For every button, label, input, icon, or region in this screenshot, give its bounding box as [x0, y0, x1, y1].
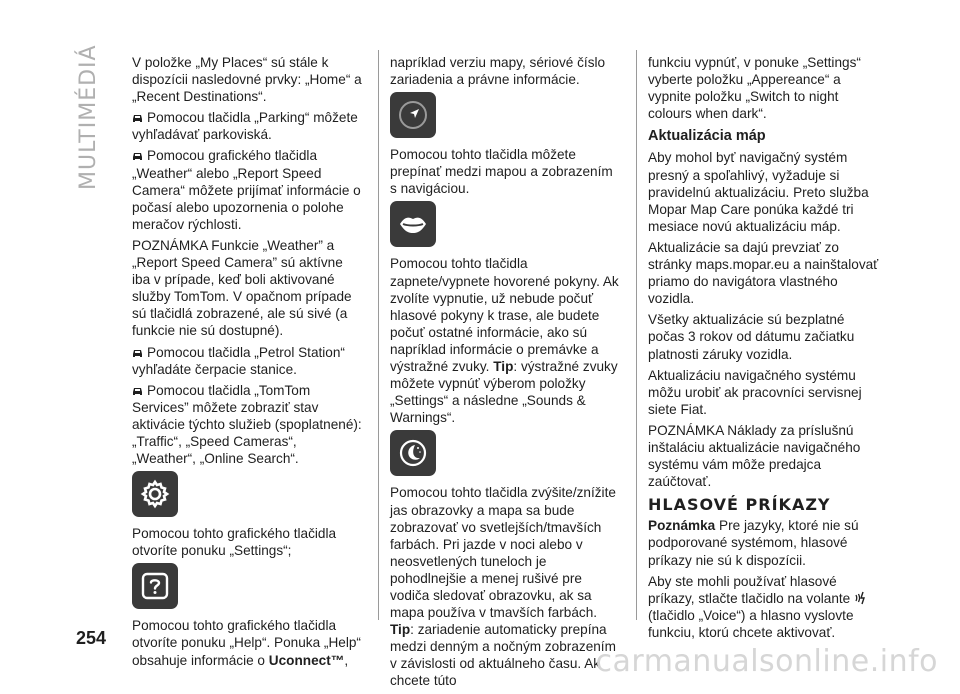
car-icon — [132, 348, 143, 357]
column-divider — [378, 50, 379, 620]
map-navigation-arrow-icon — [390, 92, 436, 138]
paragraph — [648, 517, 884, 568]
paragraph — [132, 109, 364, 143]
car-icon — [132, 113, 143, 122]
paragraph — [132, 147, 364, 232]
paragraph: Aktualizáciu navigačného systému môžu urobiť ak pracovníci servisnej siete Fiat. — [648, 367, 862, 417]
voice-guidance-lips-icon — [390, 201, 436, 247]
paragraph: POZNÁMKA Náklady za príslušnú inštaláciu aktualizácie navigačného systému vám môže predajca zaúčtovať. — [648, 422, 861, 490]
paragraph: Aktualizácie sa dajú prevziať zo stránky maps.mopar.eu a nainštalovať priamo do navigátora vlastného vozidla. — [648, 239, 879, 307]
paragraph-text: Pomocou tohto grafického tlačidla otvoríte ponuku „Help“. Ponuka „Help“ obsahuje informácie o — [132, 618, 361, 668]
watermark: carmanualsonline.info — [595, 644, 938, 679]
night-mode-moon-icon — [390, 430, 436, 476]
paragraph — [132, 617, 364, 668]
tip-label: Tip — [390, 622, 411, 638]
car-icon — [132, 386, 143, 395]
text-column-2 — [390, 54, 622, 694]
column-divider — [636, 50, 637, 620]
paragraph-text: Pomocou tlačidla „TomTom Services” môžete zobraziť stav aktivácie týchto služieb (spoplatnené): „Traffic“, „Speed Cameras“, „Weather“, „Online Search“. — [132, 382, 362, 467]
paragraph: Všetky aktualizácie sú bezplatné počas 3 rokov od dátumu začiatku platnosti záruky vozidla. — [648, 312, 855, 362]
voice-command-icon — [854, 591, 868, 605]
paragraph-text: , — [344, 652, 349, 668]
paragraph-text: Aby ste mohli používať hlasové príkazy, stlačte tlačidlo na volante — [648, 573, 855, 606]
page-number: 254 — [76, 628, 107, 648]
paragraph: Aby mohol byť navigačný systém presný a spoľahlivý, vyžaduje si pravidelnú aktualizáciu. Preto služba Mopar Map Care ponúka každé tri mesiace novú aktualizáciu máp. — [648, 150, 869, 234]
subsection-heading: Aktualizácia máp — [648, 128, 766, 145]
paragraph: Pomocou tohto tlačidla môžete prepínať medzi mapou a zobrazením s navigáciou. — [390, 147, 613, 197]
text-column-1 — [132, 54, 364, 673]
help-question-icon — [132, 563, 178, 609]
settings-gear-icon — [132, 471, 178, 517]
paragraph-text: (tlačidlo „Voice“) a hlasno vyslovte funkciu, ktorú chcete aktivovať. — [648, 607, 854, 640]
paragraph-text: : výstražné zvuky môžete vypnúť výberom položky „Settings“ a následne „Sounds & Warnings“. — [390, 359, 618, 426]
paragraph — [648, 573, 884, 641]
paragraph: POZNÁMKA Funkcie „Weather” a „Report Speed Camera” sú aktívne iba v prípade, keď boli aktivované služby TomTom. V opačnom prípade sú tlačidlá zobrazené, ale sú sivé (a funkcie nie sú dostupné). — [132, 237, 352, 339]
paragraph-text: Pomocou tlačidla „Parking“ môžete vyhľadávať parkoviská. — [132, 110, 358, 143]
paragraph — [390, 484, 622, 689]
paragraph-text: Pomocou tlačidla „Petrol Station“ vyhľadáte čerpacie stanice. — [132, 344, 345, 377]
paragraph-text: Pomocou tohto tlačidla zapnete/vypnete hovorené pokyny. Ak zvolíte vypnutie, už nebude počuť hlasové pokyny k trase, ale budete počuť ostatné informácie, ako sú napríklad informácie o premávke a výstražné zvuky. — [390, 256, 619, 375]
note-label: Poznámka — [648, 518, 716, 534]
paragraph — [390, 255, 622, 426]
paragraph: V položke „My Places“ sú stále k dispozícii nasledovné prvky: „Home“ a „Recent Destinations“. — [132, 55, 362, 105]
paragraph — [132, 382, 364, 467]
paragraph — [132, 344, 364, 378]
text-column-3 — [648, 54, 884, 645]
section-side-title: MULTIMÉDIÁ — [76, 44, 101, 190]
paragraph-text: Pre jazyky, ktoré nie sú podporované systémom, hlasové príkazy nie sú k dispozícii. — [648, 518, 859, 568]
car-icon — [132, 151, 143, 160]
tip-label: Tip — [493, 359, 514, 375]
paragraph-text: : zariadenie automaticky prepína medzi denným a nočným zobrazením v závislosti od aktuálneho času. Ak chcete túto — [390, 622, 616, 689]
paragraph-text: Pomocou grafického tlačidla „Weather“ alebo „Report Speed Camera“ môžete prijímať informácie o počasí alebo upozornenia o polohe meračov rýchlosti. — [132, 148, 361, 232]
section-heading: HLASOVÉ PRÍKAZY — [648, 495, 831, 515]
paragraph: funkciu vypnúť, v ponuke „Settings“ vyberte položku „Appereance“ a vypnite položku „Switch to night colours when dark“. — [648, 55, 861, 122]
paragraph: Pomocou tohto grafického tlačidla otvoríte ponuku „Settings“; — [132, 526, 337, 559]
paragraph-text: Pomocou tohto tlačidla zvýšite/znížite jas obrazovky a mapa sa bude zobrazovať vo svetlejších/tmavších farbách. Pri jazde v noci alebo v neosvetlených tuneloch je pohodlnejšie a menej rušivé pre vodiča sledovať obrazovku, ak sa mapa používa v tmavších farbách. — [390, 485, 616, 621]
brand-name: Uconnect™ — [268, 652, 345, 668]
paragraph: napríklad verziu mapy, sériové číslo zariadenia a právne informácie. — [390, 55, 606, 88]
